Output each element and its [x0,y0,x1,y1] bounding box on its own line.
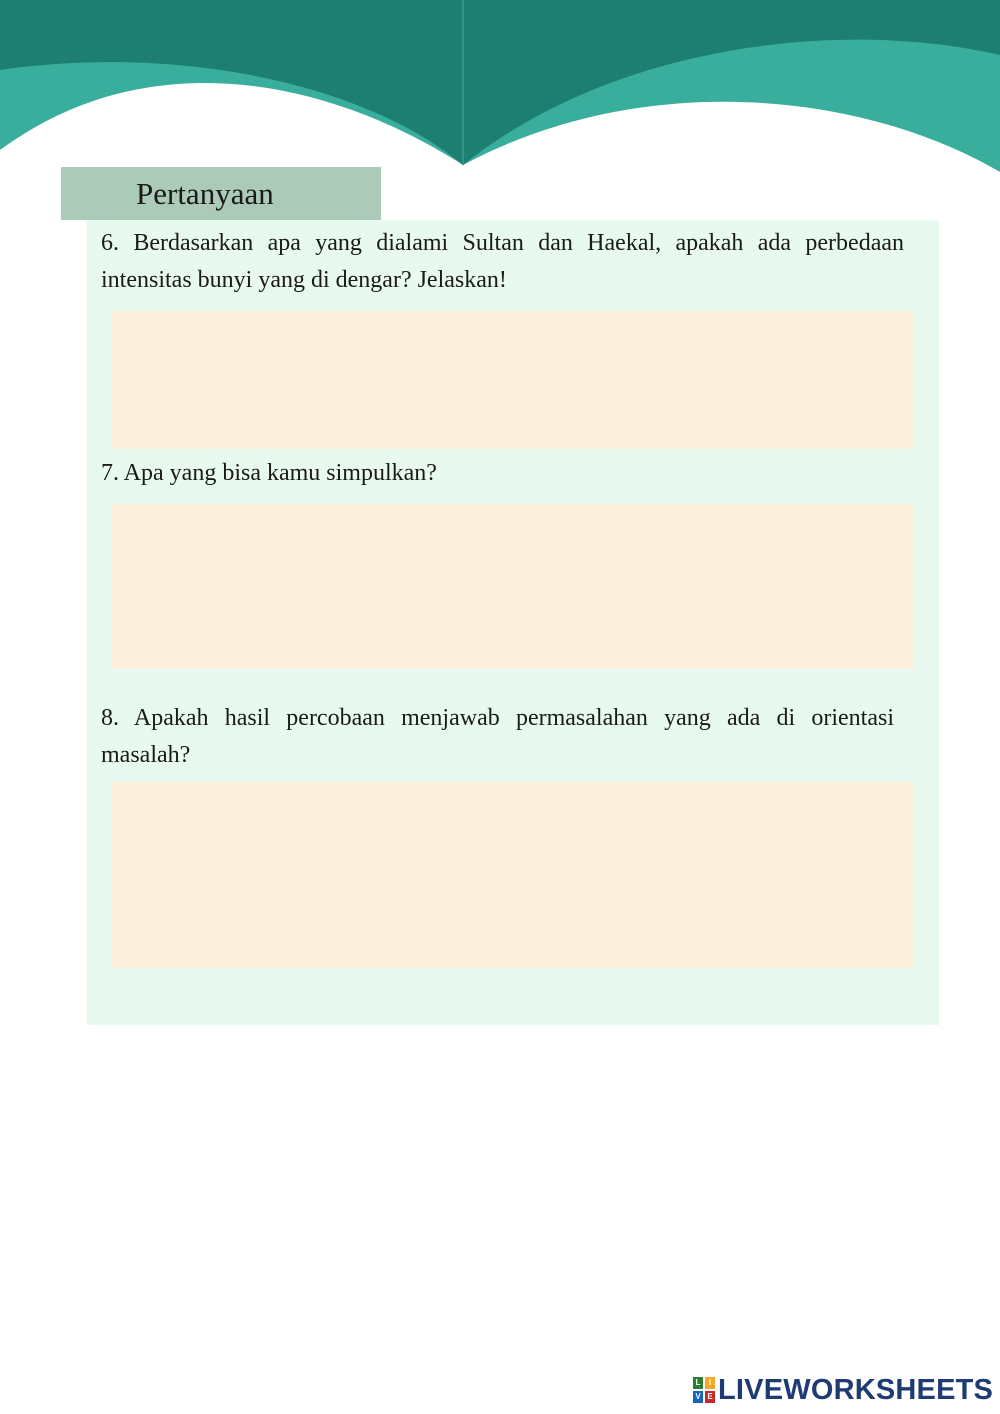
logo-mark-letter: L [693,1377,703,1389]
liveworksheets-logo-icon [693,1377,715,1403]
question-6: 6. Berdasarkan apa yang dialami Sultan dan Haekal, apakah ada perbedaan intensitas bunyi yang di dengar? Jelaskan! [101,230,904,293]
logo-mark-letter: I [705,1377,715,1389]
logo-mark-letter: E [705,1391,715,1403]
logo-text: LIVEWORKSHEETS [718,1373,994,1406]
question-8: 8. Apakah hasil percobaan menjawab permasalahan yang ada di orientasi masalah? [101,705,894,768]
liveworksheets-logo [693,1375,993,1405]
logo-mark-letter: V [693,1391,703,1403]
header-banner [0,0,1000,175]
answer-field-6[interactable] [111,311,914,449]
answer-field-7[interactable] [111,504,914,669]
section-title: Pertanyaan [61,167,381,220]
question-7: 7. Apa yang bisa kamu simpulkan? [101,460,437,486]
answer-field-8[interactable] [111,782,914,968]
